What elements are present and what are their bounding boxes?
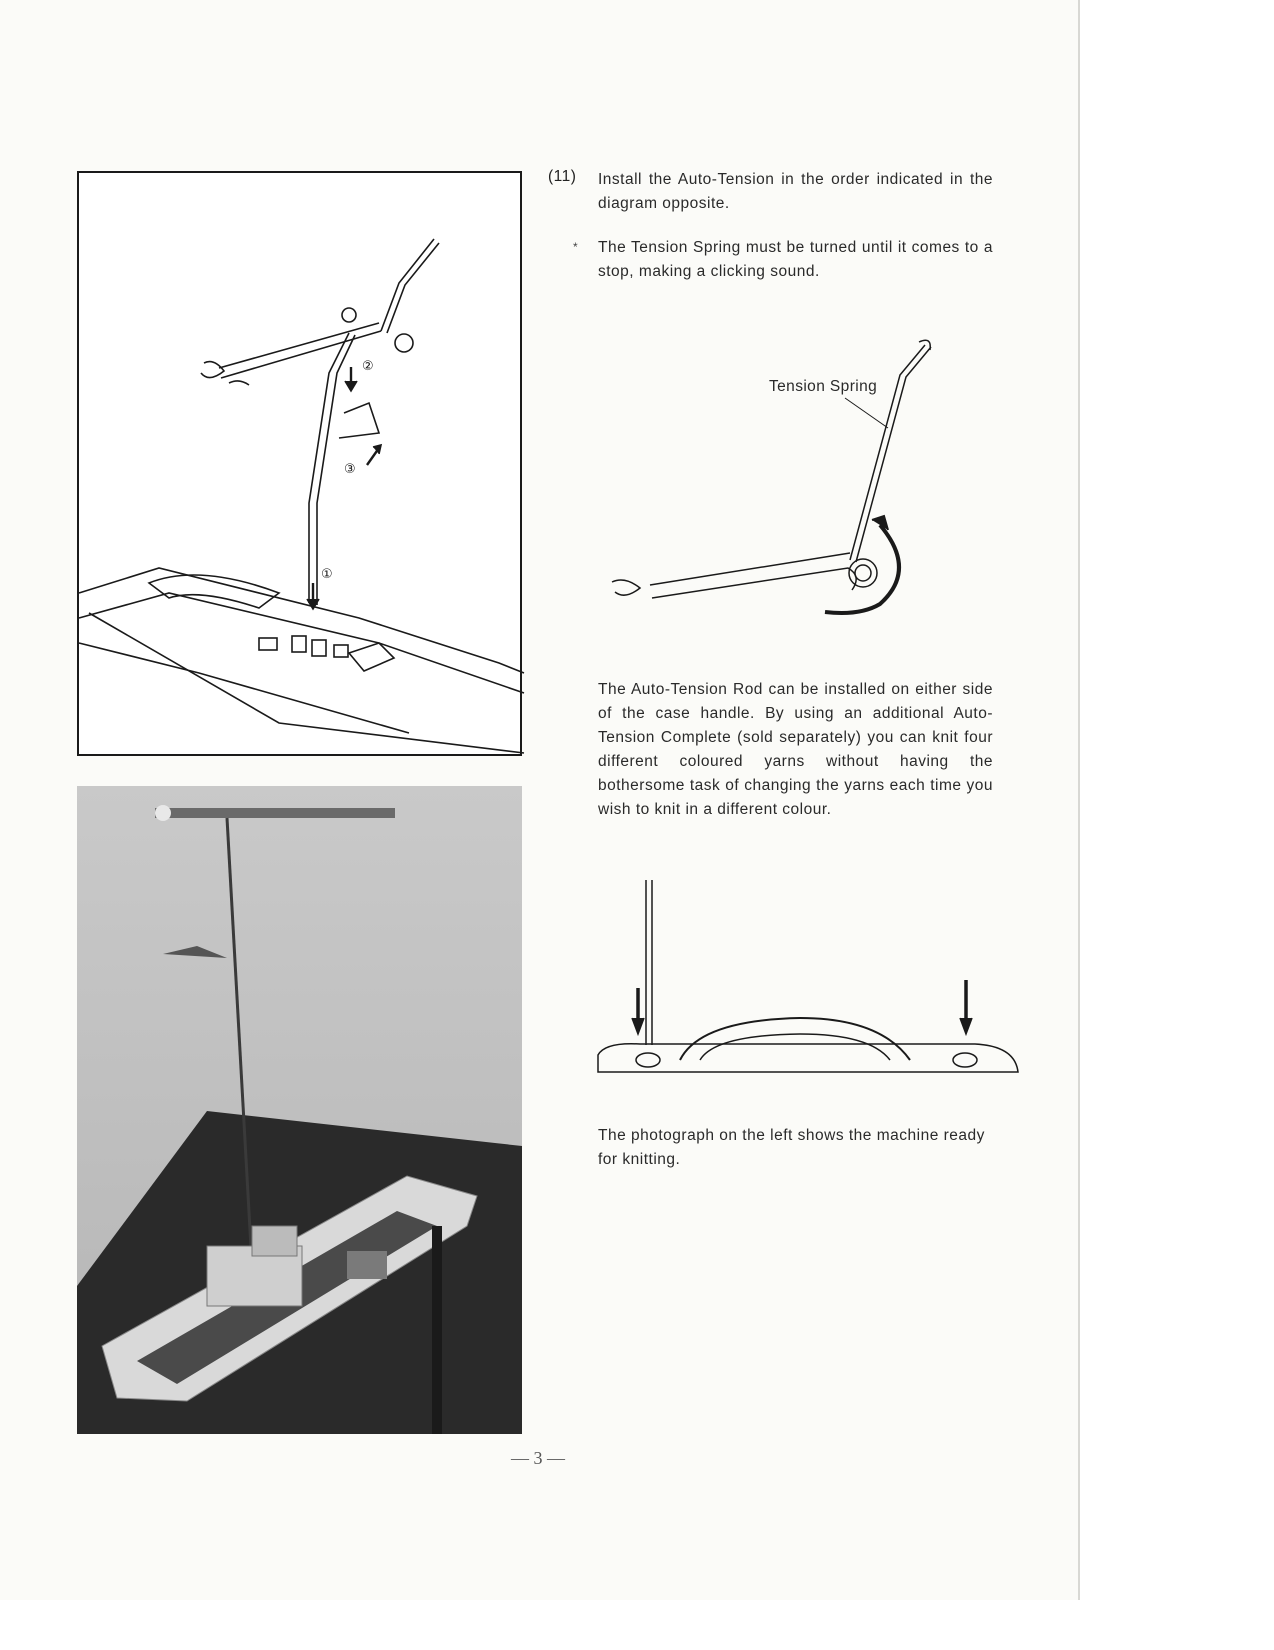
tension-spring-label: Tension Spring: [769, 378, 878, 395]
callout-1: ①: [321, 566, 333, 581]
step-number: (11): [548, 168, 577, 185]
auto-tension-rod-paragraph: The Auto-Tension Rod can be installed on either side of the case handle. By using an additional Auto-Tension Complete (sold separately) you can knit four different coloured yarns without having the bothersome task of changing the yarns each time you wish to knit in a different colour.: [598, 681, 993, 818]
callout-2: ②: [362, 358, 374, 373]
callout-3: ③: [344, 461, 356, 476]
step-instruction: Install the Auto-Tension in the order indicated in the diagram opposite.: [598, 171, 993, 212]
tension-spring-note: The Tension Spring must be turned until it comes to a stop, making a clicking sound.: [598, 239, 993, 280]
page-number: — 3 —: [511, 1448, 565, 1468]
photo-caption: The photograph on the left shows the machine ready for knitting.: [598, 1127, 985, 1168]
note-marker: *: [573, 240, 578, 254]
